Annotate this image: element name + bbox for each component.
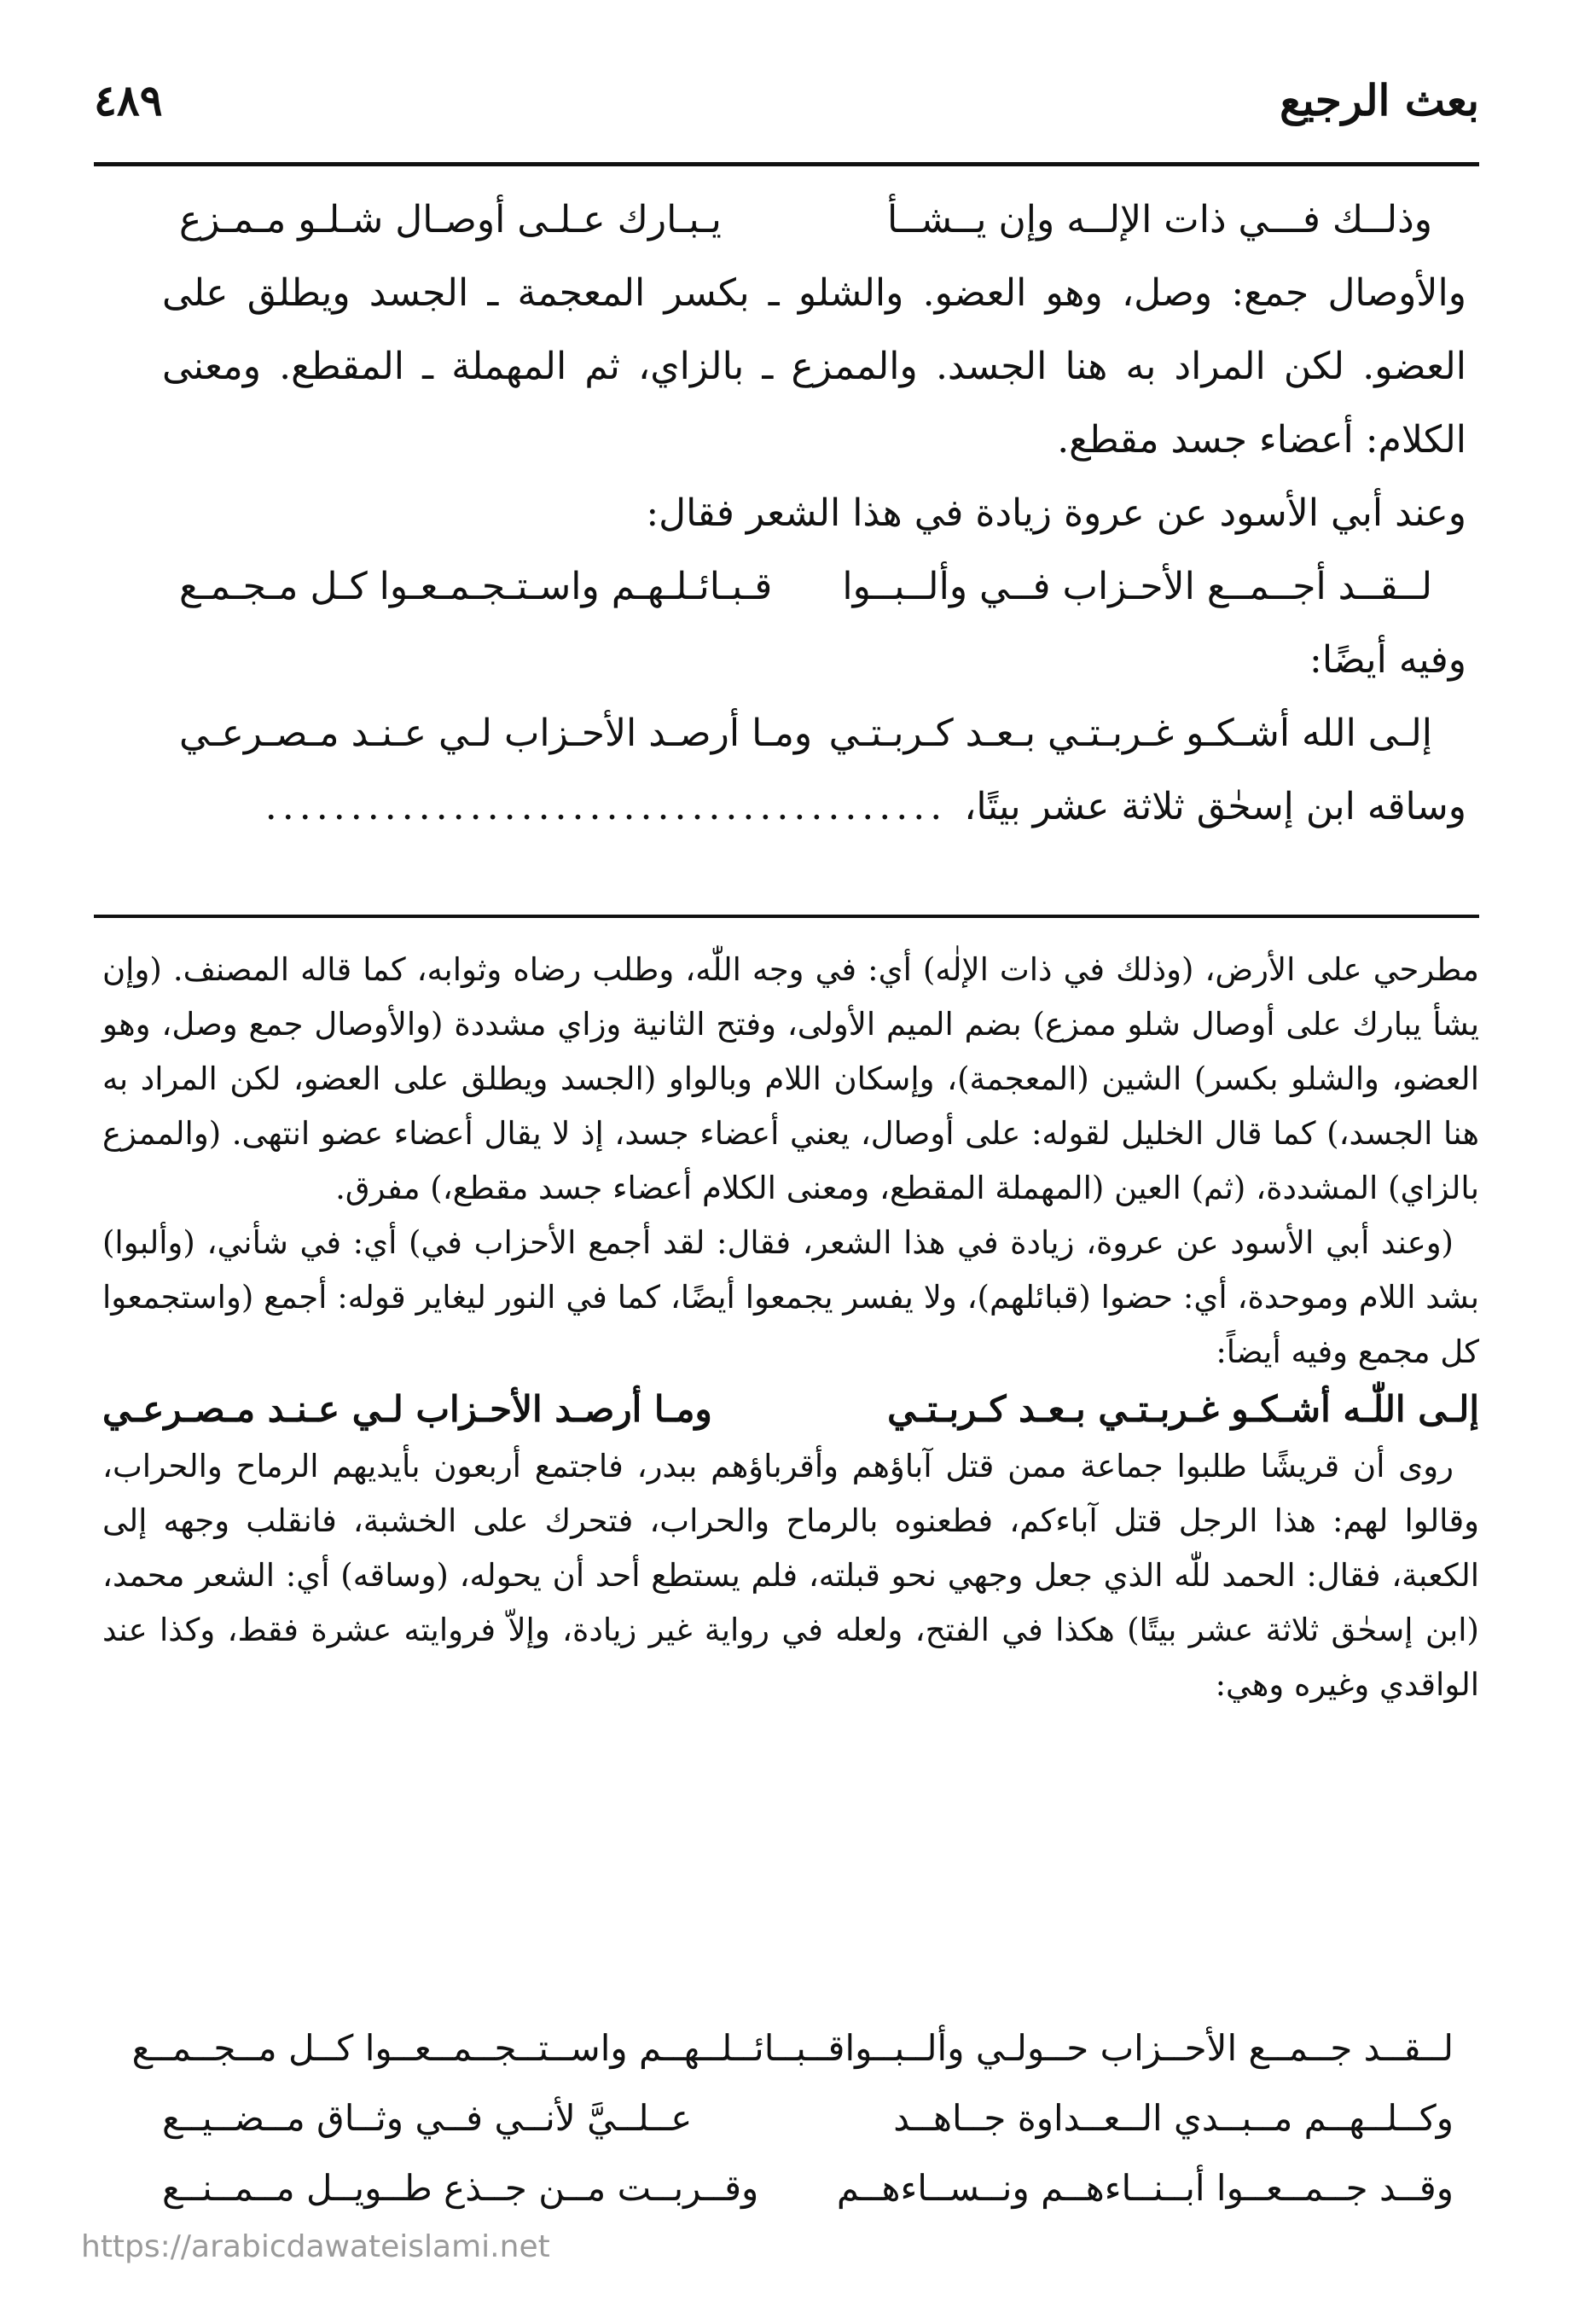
verse-first-hemistich: وكــلــهــم مــبــدي الــعــداوة جــاهــد	[893, 2097, 1454, 2139]
commentary-paragraph: والأوصال جمع: وصل، وهو العضو. والشلو ـ بكسر المعجمة ـ الجسد ويطلق على العضو. لكن المراد به هنا الجسد. والممزع ـ بالزاي، ثم المهملة ـ المقطع. ومعنى الكلام: أعضاء جسد مقطع.	[162, 271, 1466, 462]
verse-line	[131, 2013, 1454, 2083]
verse-first-hemistich: إلـى اللّٰـه أشـكـو غـربـتـي بـعـد كـربـتـي	[887, 1388, 1479, 1430]
main-text	[162, 183, 1466, 844]
page-header	[94, 75, 1479, 152]
verse-first-hemistich: إلـى الله أشـكـو غـربـتـي بـعـد كـربـتـي	[828, 712, 1432, 755]
commentary-paragraph: وعند أبي الأسود عن عروة زيادة في هذا الشعر فقال:	[646, 491, 1466, 535]
verse-line	[162, 2083, 1454, 2153]
commentary-paragraph: روى أن قريشًا طلبوا جماعة ممن قتل آباؤهم وأقرباؤهم ببدر، فاجتمع أربعون بأيديهم الرماح والحراب، وقالوا لهم: هذا الرجل قتل آباءكم، فطعنوه بالرماح والحراب، فتحرك على الخشبة، فانقلب وجهه إلى الكعبة، فقال: الحمد للّٰه الذي جعل وجهي نحو قبلته، فلم يستطع أحد أن يحوله، (وساقه) أي: الشعر محمد، (ابن إسحٰق ثلاثة عشر بيتًا) هكذا في الفتح، ولعله في رواية غير زيادة، وإلاّ فروايته عشرة فقط، وكذا عند الواقدي وغيره وهي:	[102, 1448, 1479, 1703]
commentary-paragraph: وفيه أيضًا:	[1309, 638, 1466, 682]
verse-second-hemistich: قـبـائـلـهـم واسـتـجـمـعـوا كـل مـجـمـع	[179, 565, 773, 608]
commentary-paragraph: مطرحي على الأرض، (وذلك في ذات الإلٰه) أي: في وجه اللّٰه، وطلب رضاه وثوابه، كما قاله المصنف. (وإن يشأ يبارك على أوصال شلو ممزع) بضم الميم الأولى، وفتح الثانية وزاي مشددة (والأوصال جمع وصل، وهو العضو، والشلو بكسر) الشين (المعجمة)، وإسكان اللام وبالواو (الجسد ويطلق على العضو، لكن المراد به هنا الجسد،) كما قال الخليل لقوله: على أوصال، يعني أعضاء جسد، إذ لا يقال أعضاء عضو انتهى. (والممزع بالزاي) المشددة، (ثم) العين (المهملة المقطع، ومعنى الكلام أعضاء جسد مقطع،) مفرق.	[102, 951, 1479, 1206]
verse-first-hemistich: وقــد جــمــعــوا أبــنــاءهــم ونــســاءهــم	[836, 2167, 1454, 2209]
verse-line	[162, 2153, 1454, 2223]
ellipsis-dots: ........................................	[264, 785, 948, 828]
verse-first-hemistich: وذلــك فـــي ذات الإلــه وإن يــشــأ	[886, 198, 1432, 241]
header-rule	[94, 162, 1479, 166]
commentary-paragraph	[162, 770, 1466, 844]
narration-line: وساقه ابن إسحٰق ثلاثة عشر بيتًا،	[964, 785, 1466, 828]
running-title: بعث الرجيع	[1280, 75, 1479, 125]
verse-second-hemistich: ومـا أرصـد الأحـزاب لـي عـنـد مـصـرعـي	[102, 1388, 712, 1430]
poem	[131, 2013, 1454, 2223]
page-number: ٤٨٩	[94, 75, 163, 125]
verse-second-hemistich: عــلــيَّ لأنــي فــي وثــاق مــضــيــع	[162, 2097, 693, 2139]
commentary-paragraph: (وعند أبي الأسود عن عروة، زيادة في هذا الشعر، فقال: لقد أجمع الأحزاب في) أي: في شأني، (وألبوا) بشد اللام وموحدة، أي: حضوا (قبائلهم)، ولا يفسر يجمعوا أيضًا، كما في النور ليغاير قوله: أجمع (واستجمعوا كل مجمع وفيه أيضاً:	[102, 1224, 1479, 1370]
verse-line	[102, 1380, 1479, 1439]
verse-line	[162, 697, 1466, 770]
verse-second-hemistich: يـبـارك عـلـى أوصـال شـلـو مـمـزع	[179, 198, 722, 241]
verse-line	[162, 183, 1466, 257]
verse-second-hemistich: ومـا أرصـد الأحـزاب لـي عـنـد مـصـرعـي	[179, 712, 813, 755]
verse-second-hemistich: قــبــائــلــهــم واســتــجــمــعــوا كــل مــجــمــع	[131, 2027, 845, 2069]
verse-line	[162, 550, 1466, 624]
verse-first-hemistich: لــقــد جــمــع الأحــزاب حــولـي وألــبــوا	[845, 2027, 1454, 2069]
verse-first-hemistich: لــقــد أجــمــع الأحـزاب فــي وألــبــوا	[842, 565, 1432, 608]
verse-second-hemistich: وقــربــت مــن جــذع طــويــل مــمــنــع	[162, 2167, 759, 2209]
commentary-text	[102, 943, 1479, 1712]
section-divider	[94, 915, 1479, 918]
watermark-url: https://arabicdawateislami.net	[81, 2229, 550, 2264]
